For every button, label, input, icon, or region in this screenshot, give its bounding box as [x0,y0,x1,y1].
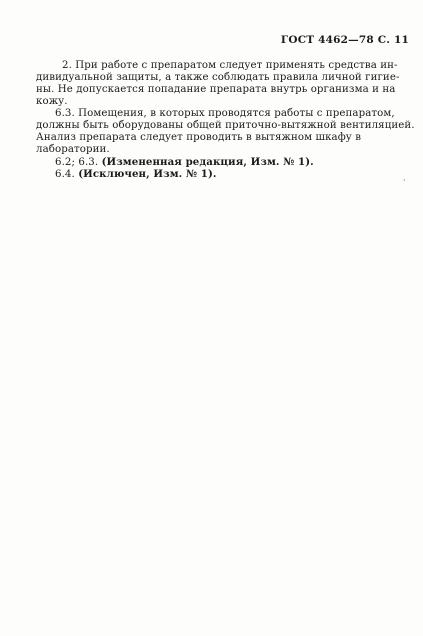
amendment-clause-numbers: 6.2; 6.3. [55,157,99,168]
excluded-clause-number: 6.4. [55,169,75,180]
paragraph-line: ны. Не допускается попадание препарата внутрь организма и на [36,84,396,95]
paragraph-line: Анализ препарата следует проводить в вытяжном шкафу в [36,132,362,143]
page-header: ГОСТ 4462—78 С. 11 [280,34,409,46]
paragraph-line: 6.3. Помещения, в которых проводятся работы с препаратом, [55,108,395,119]
paragraph-line: лаборатории. [36,144,110,155]
amendment-text: (Измененная редакция, Изм. № 1). [101,156,314,168]
paragraph-line: должны быть оборудованы общей приточно-вытяжной вентиляцией. [36,120,415,131]
paragraph-line: кожу. [36,96,68,107]
excluded-note [55,168,217,181]
excluded-text: (Исключен, Изм. № 1). [78,168,217,180]
scan-mark: · [403,176,406,185]
paragraph-line: 2. При работе с препаратом следует применять средства ин- [62,60,398,71]
paragraph-line: дивидуальной защиты, а также соблюдать правила личной гигие- [36,72,400,83]
